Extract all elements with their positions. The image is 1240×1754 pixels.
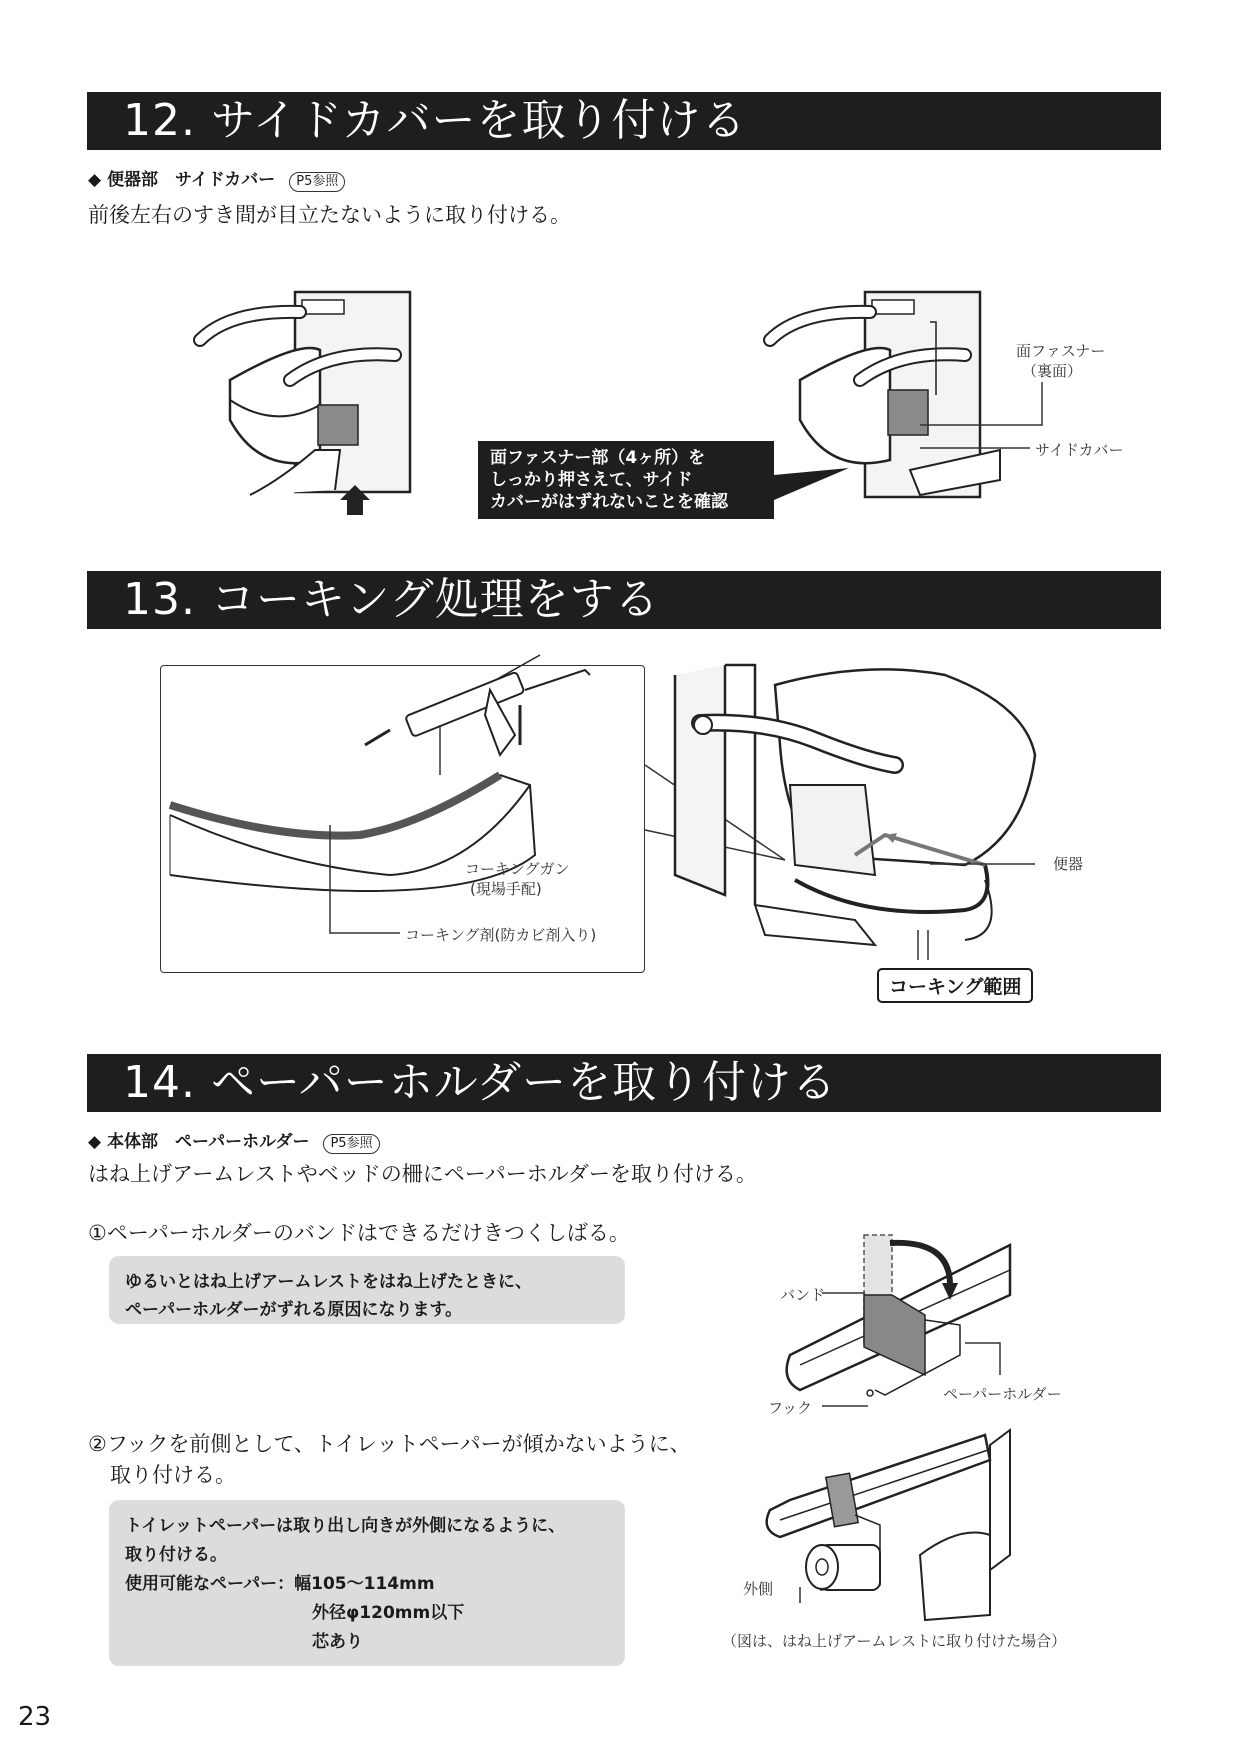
side-cover-label: サイドカバー (1035, 441, 1124, 459)
section-14-sub-label: ◆ 本体部 ペーパーホルダー (88, 1132, 310, 1152)
callout-line: 面ファスナー部（4ヶ所）を (490, 448, 706, 468)
step-2-text-cont: 取り付ける。 (110, 1463, 236, 1487)
note-line: 外径φ120mm以下 (312, 1603, 465, 1623)
section-14-page-ref: P5参照 (323, 1134, 379, 1154)
note-line: ゆるいとはね上げアームレストをはね上げたときに、 (125, 1272, 532, 1292)
callout-line: しっかり押さえて、サイド (490, 470, 693, 490)
hook-label: フック (768, 1399, 812, 1417)
note-line: ペーパーホルダーがずれる原因になります。 (125, 1300, 463, 1320)
step-2-text: ②フックを前側として、トイレットペーパーが傾かないように、 (88, 1432, 691, 1456)
leader-line-outside (800, 1585, 830, 1605)
note-2 (109, 1500, 625, 1666)
note-line: 取り付ける。 (125, 1545, 227, 1565)
fastener-callout (478, 441, 774, 519)
step-1-text: ①ペーパーホルダーのバンドはできるだけきつくしばる。 (88, 1221, 630, 1245)
section-12-description: 前後左右のすき間が目立たないように取り付ける。 (88, 203, 571, 227)
callout-pointer (774, 470, 854, 510)
caulking-range-box: コーキング範囲 (877, 968, 1033, 1003)
callout-line: カバーがはずれないことを確認 (490, 492, 728, 512)
note-line: 使用可能なペーパー：幅105〜114mm (125, 1574, 435, 1594)
fastener-back-label: （裏面） (1022, 362, 1083, 380)
section-12-page-ref: P5参照 (289, 172, 345, 192)
fastener-label: 面ファスナー (1016, 342, 1106, 360)
paper-roll-illustration (760, 1425, 1020, 1635)
note-line: 芯あり (312, 1632, 363, 1652)
note-line: トイレットペーパーは取り出し向きが外側になるように、 (125, 1516, 566, 1536)
section-14-subheading (88, 1127, 380, 1154)
section-14-title: 14. ペーパーホルダーを取り付ける (87, 1054, 1161, 1112)
leader-lines-12 (900, 380, 1040, 460)
figure-caption: （図は、はね上げアームレストに取り付けた場合） (722, 1632, 1067, 1650)
section-12-sub-label: ◆ 便器部 サイドカバー (88, 170, 276, 190)
caulking-gun-label: コーキングガン (465, 860, 570, 878)
page-number: 23 (18, 1702, 52, 1732)
toilet-label: 便器 (1053, 855, 1084, 873)
section-13-title: 13. コーキング処理をする (87, 571, 1161, 629)
note-1 (109, 1256, 625, 1324)
side-cover-attach-illustration (190, 280, 450, 530)
caulking-gun-note: (現場手配) (470, 880, 542, 898)
caulking-agent-label: コーキング剤(防カビ剤入り) (405, 926, 597, 944)
outside-label: 外側 (743, 1580, 774, 1598)
band-label: バンド (780, 1286, 826, 1304)
leader-lines-13 (920, 860, 1040, 970)
paper-holder-label: ペーパーホルダー (943, 1385, 1062, 1403)
section-12-title: 12. サイドカバーを取り付ける (87, 92, 1161, 150)
section-14-description: はね上げアームレストやベッドの柵にペーパーホルダーを取り付ける。 (88, 1162, 757, 1186)
section-12-subheading (88, 165, 345, 192)
